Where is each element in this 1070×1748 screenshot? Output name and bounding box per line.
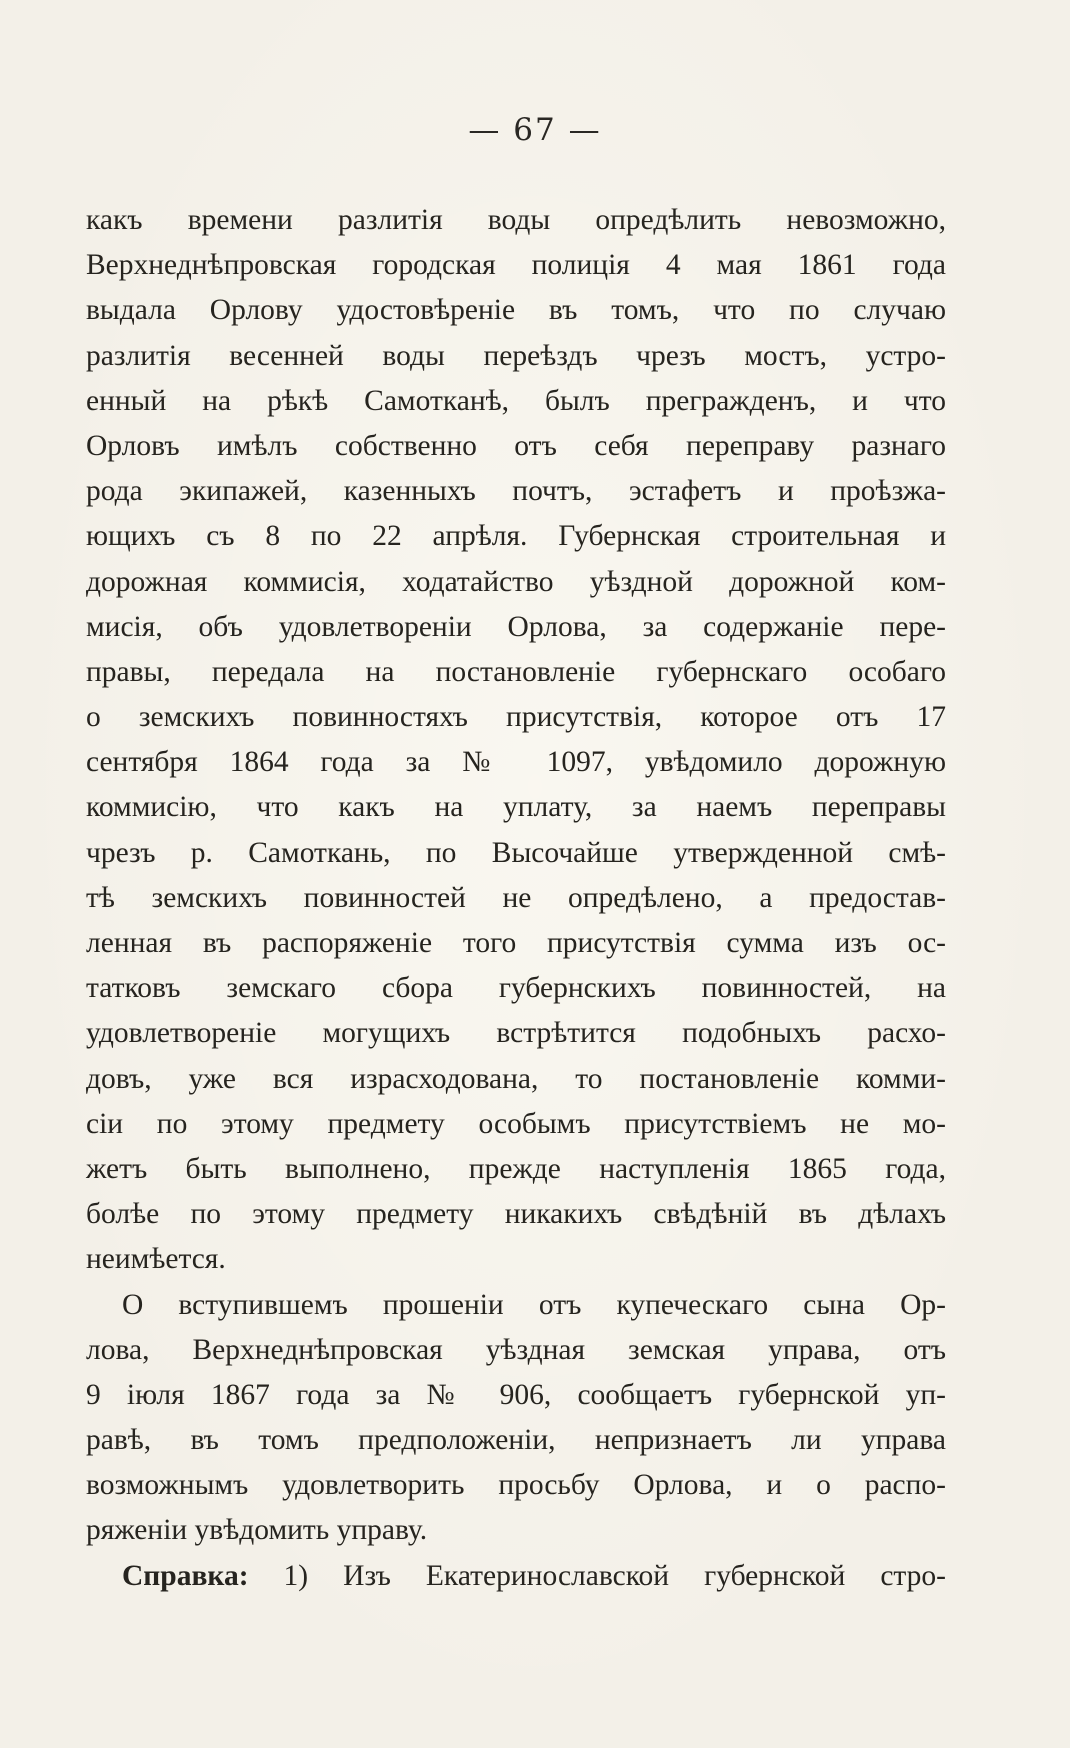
text-line: тѣ земскихъ повинностей не опредѣлено, а предостав- <box>86 881 946 914</box>
text-line: коммисію, что какъ на уплату, за наемъ переправы <box>86 791 946 824</box>
text-line: мисія, объ удовлетвореніи Орлова, за содержаніе пере- <box>86 610 946 643</box>
text-line: выдала Орлову удостовѣреніе въ томъ, что по случаю <box>86 294 946 327</box>
paragraph-1 <box>86 198 946 1283</box>
text-line: жетъ быть выполнено, прежде наступленія 1865 года, <box>86 1152 946 1185</box>
text-line: лова, Верхнеднѣпровская уѣздная земская управа, отъ <box>86 1333 946 1366</box>
text-line: правы, передала на постановленіе губернскаго особаго <box>86 655 946 688</box>
text-line: удовлетвореніе могущихъ встрѣтится подобныхъ расхо- <box>86 1017 946 1050</box>
text-line: сіи по этому предмету особымъ присутствіемъ не мо- <box>86 1107 946 1140</box>
page-number: — 67 — <box>468 112 602 148</box>
paragraph-3 <box>86 1554 946 1599</box>
text-line: дорожная коммисія, ходатайство уѣздной дорожной ком- <box>86 565 946 598</box>
text-line: Верхнеднѣпровская городская полиція 4 мая 1861 года <box>86 249 946 282</box>
reference-text: 1) Изъ Екатеринославской губернской стро- <box>248 1559 946 1592</box>
text-line: ющихъ съ 8 по 22 апрѣля. Губернская строительная и <box>86 520 946 553</box>
text-line: чрезъ р. Самоткань, по Высочайше утвержденной смѣ- <box>86 836 946 869</box>
text-line: О вступившемъ прошеніи отъ купеческаго сына Ор- <box>122 1288 946 1321</box>
text-line: равѣ, въ томъ предположеніи, непризнаетъ ли управа <box>86 1424 946 1457</box>
text-line: сентября 1864 года за № 1097, увѣдомило дорожную <box>86 746 946 779</box>
text-line: разлитія весенней воды переѣздъ чрезъ мостъ, устро- <box>86 339 946 372</box>
text-line: болѣе по этому предмету никакихъ свѣдѣній въ дѣлахъ <box>86 1198 946 1231</box>
text-line: довъ, уже вся израсходована, то постановленіе комми- <box>86 1062 946 1095</box>
body-text <box>86 198 946 1599</box>
reference-label: Справка: <box>122 1559 249 1592</box>
text-line: ряженіи увѣдомить управу. <box>86 1514 428 1547</box>
paragraph-2 <box>86 1283 946 1554</box>
text-line: возможнымъ удовлетворить просьбу Орлова, и о распо- <box>86 1469 946 1502</box>
text-line <box>86 1554 946 1599</box>
text-line: неимѣется. <box>86 1243 226 1276</box>
text-line: татковъ земскаго сбора губернскихъ повинностей, на <box>86 972 946 1005</box>
text-line: Орловъ имѣлъ собственно отъ себя переправу разнаго <box>86 429 946 462</box>
text-line: енный на рѣкѣ Самотканѣ, былъ прегражденъ, и что <box>86 384 946 417</box>
text-line: ленная въ распоряженіе того присутствія сумма изъ ос- <box>86 927 946 959</box>
text-line: 9 іюля 1867 года за № 906, сообщаетъ губернской уп- <box>86 1378 946 1411</box>
text-line: какъ времени разлитія воды опредѣлить невозможно, <box>86 204 946 236</box>
text-line: о земскихъ повинностяхъ присутствія, которое отъ 17 <box>86 701 946 734</box>
text-line: рода экипажей, казенныхъ почтъ, эстафетъ и проѣзжа- <box>86 475 946 508</box>
